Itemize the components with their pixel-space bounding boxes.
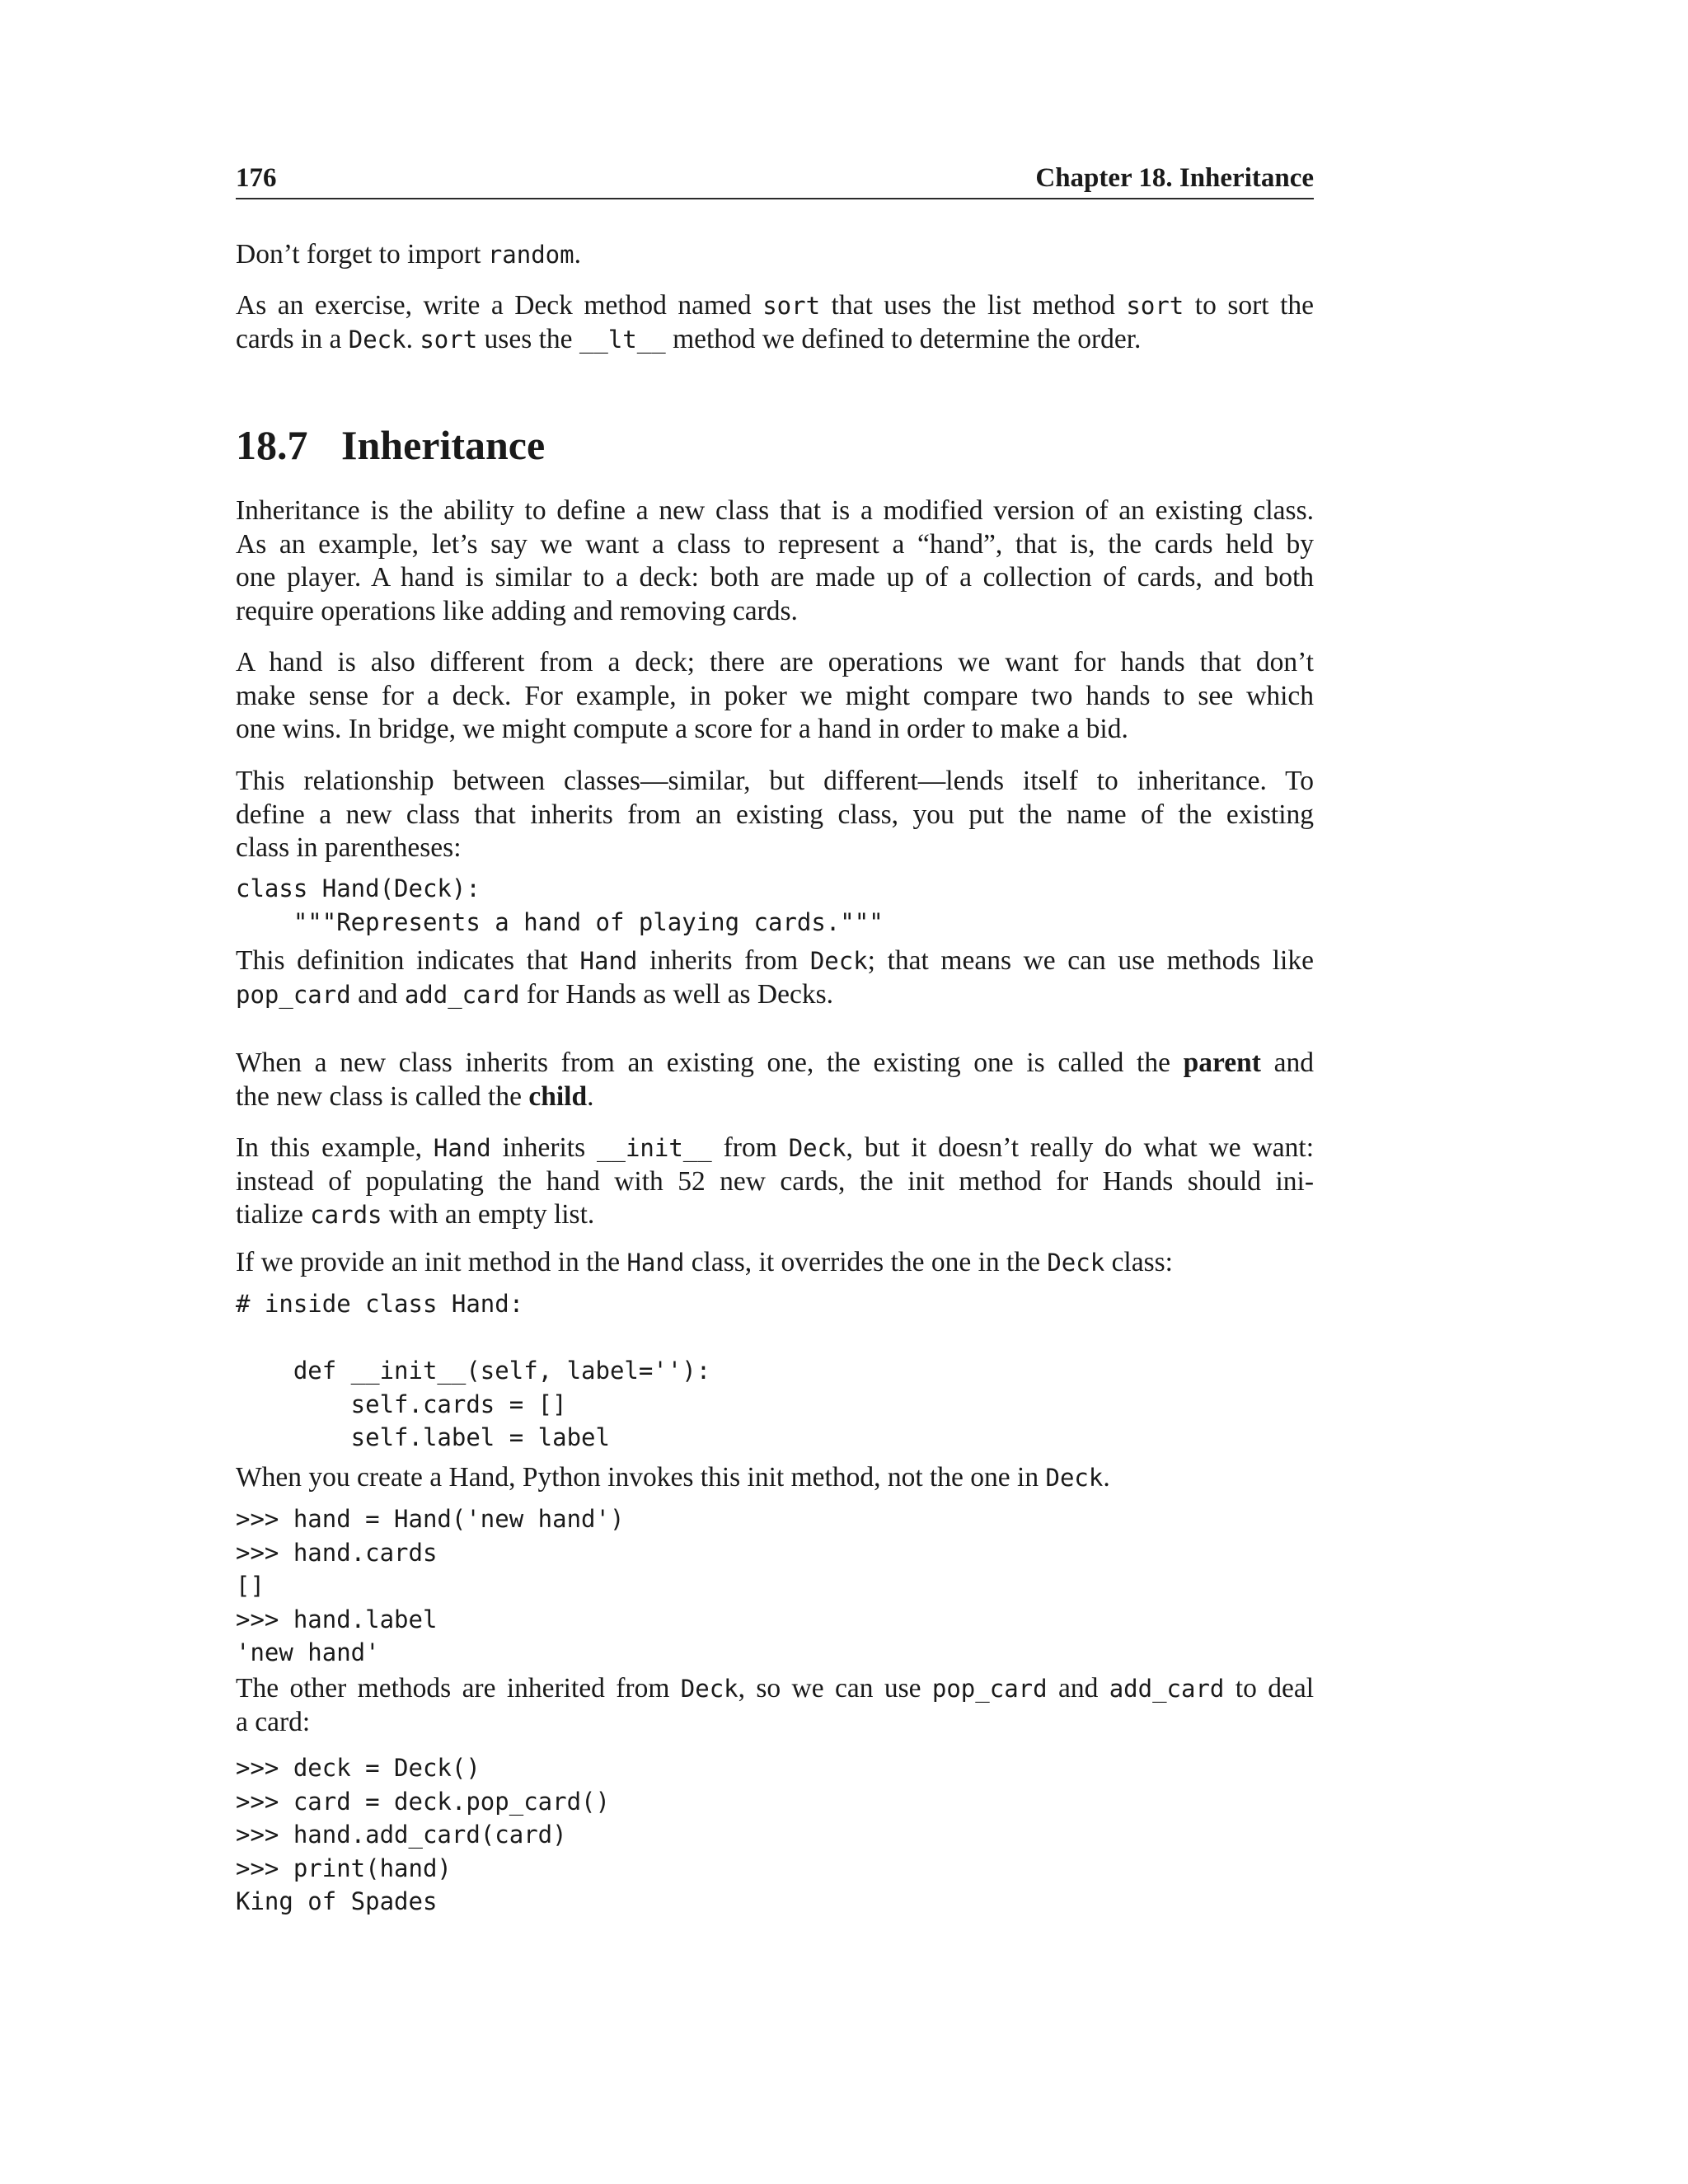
- page-number: 176: [236, 163, 277, 193]
- paragraph-exercise: As an exercise, write a Deck method named sort that uses the list method sort to sort the cards in a Deck. sort uses the __lt__ method we defined to determine the order.: [236, 290, 1315, 354]
- code-block-deal-session: >>> deck = Deck() >>> card = deck.pop_card() >>> hand.add_card(card) >>> print(hand) King of Spades: [236, 1754, 610, 1915]
- paragraph-example: In this example, Hand inherits __init__ from Deck, but it doesn’t really do what we want: instead of populating the hand with 52 new cards, the init method for Hands should ini- tialize cards with an empty list.: [236, 1132, 1314, 1230]
- paragraph-intro: Inheritance is the ability to define a new class that is a modified version of an existing class. As an example, let’s say we want a class to represent a “hand”, that is, the cards held by one player. A hand is similar to a deck: both are made up of a collection of cards, and both require operations like adding and removing cards.: [236, 495, 1314, 626]
- term-child: child: [528, 1080, 588, 1112]
- paragraph-different: A hand is also different from a deck; there are operations we want for hands that don’t make sense for a deck. For example, in poker we might compare two hands to see which one wins. In bridge, we might compute a score for a hand in order to make a bid.: [236, 647, 1314, 744]
- section-number: 18.7: [236, 422, 308, 468]
- chapter-title: Chapter 18. Inheritance: [1035, 163, 1314, 193]
- paragraph-override: If we provide an init method in the Hand class, it overrides the one in the Deck class:: [236, 1247, 1173, 1277]
- code-block-hand-session: >>> hand = Hand('new hand') >>> hand.cards [] >>> hand.label 'new hand': [236, 1505, 625, 1666]
- code-block-init: # inside class Hand: def __init__(self, label=''): self.cards = [] self.label = label: [236, 1290, 711, 1451]
- paragraph-relationship: This relationship between classes—similar, but different—lends itself to inheritance. To define a new class that inherits from an existing class, you put the name of the existing class in parentheses:: [236, 766, 1314, 863]
- term-parent: parent: [1183, 1047, 1261, 1078]
- paragraph-import: Don’t forget to import random.: [236, 239, 581, 269]
- paragraph-parent-child: When a new class inherits from an existing one, the existing one is called the parent and the new class is called the child.: [236, 1047, 1315, 1112]
- section-heading: [236, 420, 545, 470]
- paragraph-create: When you create a Hand, Python invokes this init method, not the one in Deck.: [236, 1462, 1110, 1493]
- running-header: [236, 162, 1314, 199]
- section-title: Inheritance: [341, 422, 546, 468]
- code-random: random: [487, 241, 574, 269]
- code-block-class-hand: class Hand(Deck): """Represents a hand of playing cards.""": [236, 874, 884, 936]
- paragraph-other-methods: The other methods are inherited from Deck, so we can use pop_card and add_card to deal a card:: [236, 1673, 1314, 1737]
- paragraph-definition: This definition indicates that Hand inherits from Deck; that means we can use methods like pop_card and add_card for Hands as well as Decks.: [236, 945, 1314, 1010]
